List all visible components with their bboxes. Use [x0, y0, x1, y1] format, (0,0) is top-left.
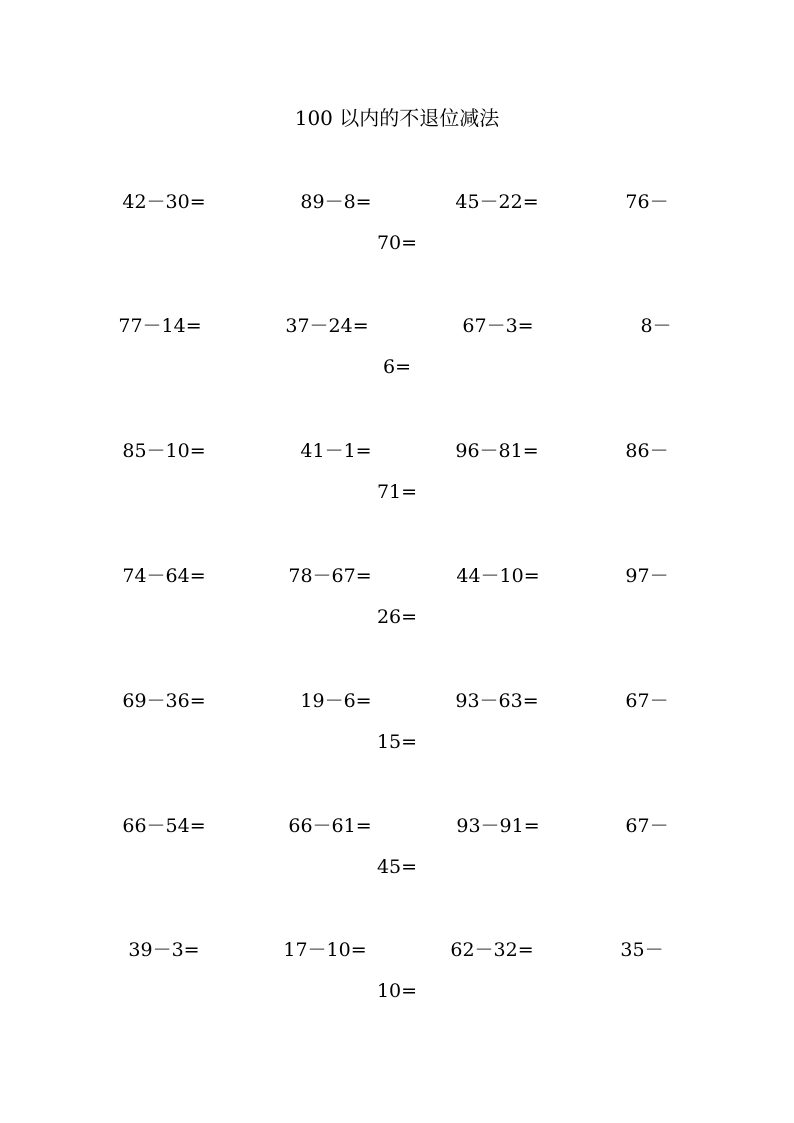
problem-item: 62－32=: [450, 939, 534, 961]
problem-item: 66－61=: [288, 815, 372, 837]
page-title: 100 以内的不退位减法: [294, 106, 500, 130]
problem-item: 35－: [620, 939, 664, 961]
problem-item: 42－30=: [122, 191, 206, 213]
problem-item: 93－63=: [455, 690, 539, 712]
problem-continuation: 6=: [382, 356, 412, 378]
problem-item: 89－8=: [300, 191, 372, 213]
problem-item: 67－3=: [462, 315, 534, 337]
problem-item: 69－36=: [122, 690, 206, 712]
problem-item: 67－: [625, 690, 669, 712]
problem-item: 44－10=: [456, 565, 540, 587]
problem-row: [0, 937, 794, 1007]
problem-item: 76－: [625, 191, 669, 213]
problem-row: [0, 813, 794, 883]
problem-continuation: 26=: [376, 606, 418, 628]
problem-item: 78－67=: [288, 565, 372, 587]
problem-continuation: 71=: [376, 481, 418, 503]
problem-item: 97－: [625, 565, 669, 587]
problem-item: 17－10=: [283, 939, 367, 961]
problem-row: [0, 688, 794, 758]
problem-continuation: 10=: [376, 980, 418, 1002]
problem-continuation: 45=: [376, 856, 418, 878]
problem-continuation: 15=: [376, 731, 418, 753]
problem-item: 74－64=: [122, 565, 206, 587]
problem-row: [0, 189, 794, 259]
problem-row: [0, 563, 794, 633]
problem-item: 93－91=: [456, 815, 540, 837]
problem-item: 67－: [625, 815, 669, 837]
problem-item: 77－14=: [118, 315, 202, 337]
problem-item: 37－24=: [285, 315, 369, 337]
problem-item: 85－10=: [122, 440, 206, 462]
problem-item: 86－: [625, 440, 669, 462]
problem-row: [0, 438, 794, 508]
problem-item: 41－1=: [300, 440, 372, 462]
problem-item: 45－22=: [455, 191, 539, 213]
problem-item: 19－6=: [300, 690, 372, 712]
problem-continuation: 70=: [376, 232, 418, 254]
problem-item: 66－54=: [122, 815, 206, 837]
problem-row: [0, 313, 794, 383]
problem-item: 8－: [640, 315, 672, 337]
problem-item: 96－81=: [455, 440, 539, 462]
problem-item: 39－3=: [128, 939, 200, 961]
